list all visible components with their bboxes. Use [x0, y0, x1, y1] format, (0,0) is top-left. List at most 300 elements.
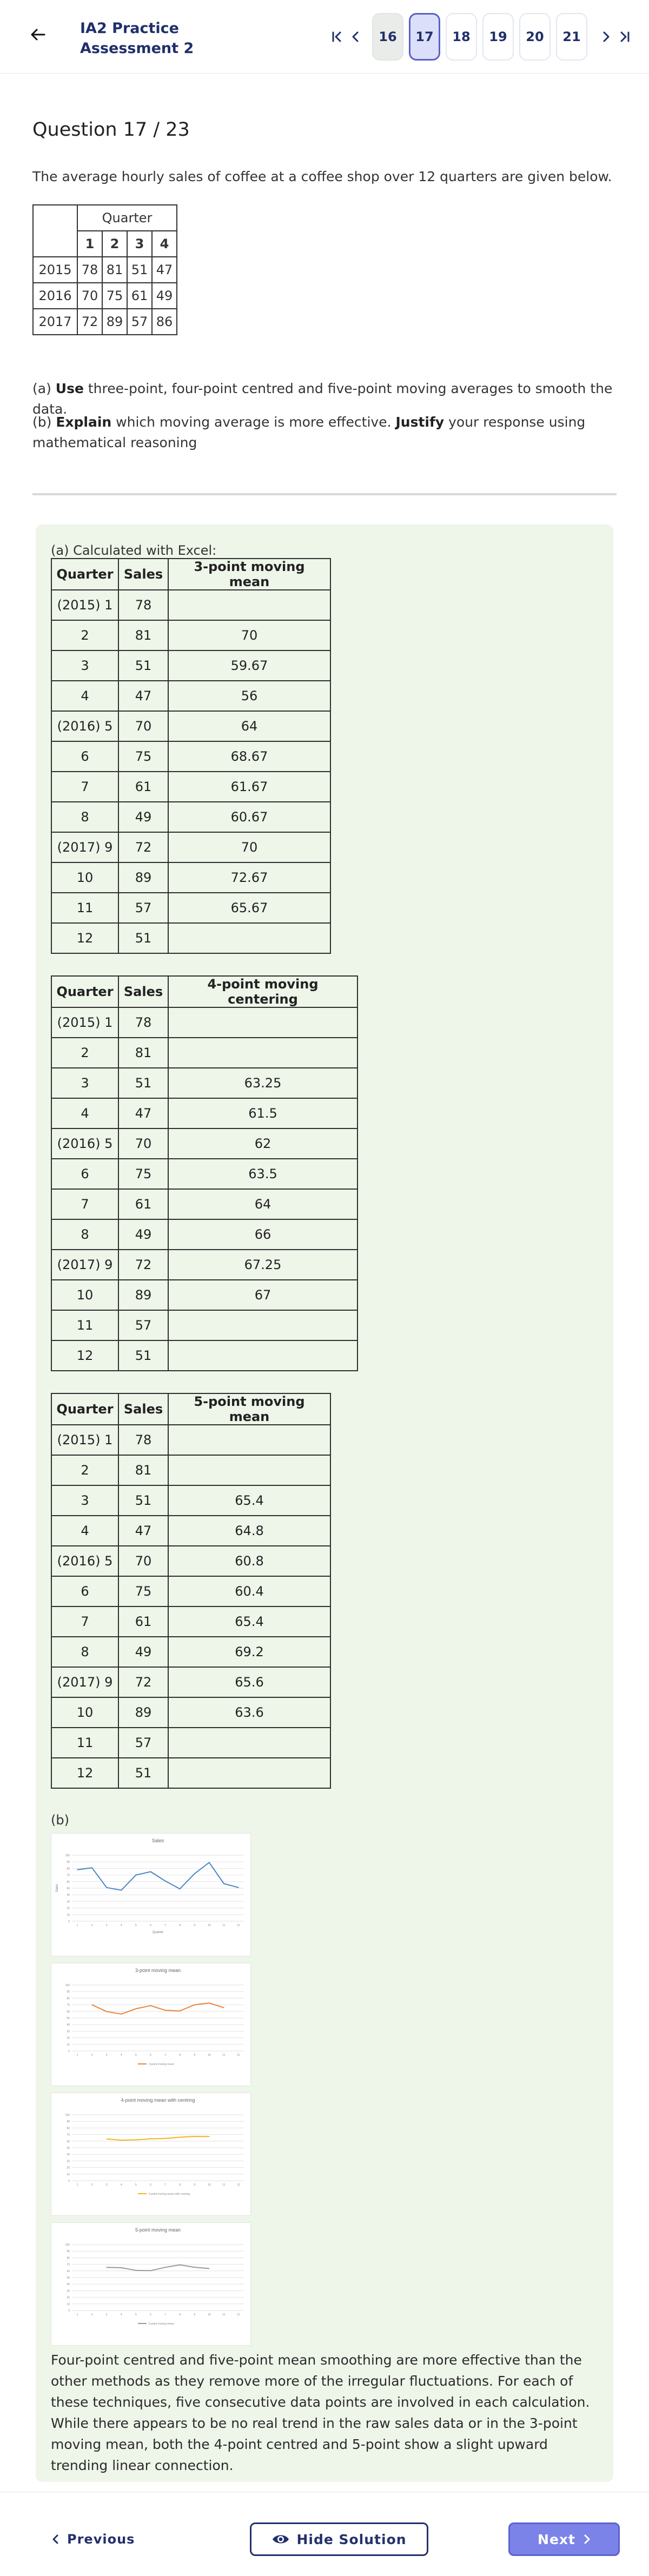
value-cell: 72 — [77, 309, 102, 335]
quarter-cell: 7 — [51, 1189, 118, 1219]
table-row — [51, 1455, 330, 1485]
quarter-cell: (2015) 1 — [51, 1007, 118, 1038]
y-tick-label: 30 — [67, 2030, 70, 2034]
data-point — [165, 1881, 166, 1882]
x-tick-label: 2 — [91, 1924, 93, 1927]
data-point — [121, 2267, 122, 2268]
data-point — [150, 2139, 151, 2140]
explanation-paragraph: While there appears to be no real trend in the raw sales data or in the 3-point moving mean, both the 4-point centred and 5-point show a slight upward trending linear connection. — [51, 2415, 578, 2473]
moving-average-cell: 67.25 — [168, 1250, 357, 1280]
table-row — [51, 1219, 357, 1250]
moving-average-cell: 64.8 — [168, 1516, 330, 1546]
x-tick-label: 2 — [91, 2313, 93, 2316]
y-tick-label: 60 — [67, 2010, 70, 2014]
y-tick-label: 100 — [65, 2243, 70, 2247]
x-tick-label: 12 — [237, 2054, 240, 2057]
data-point — [180, 1888, 181, 1889]
quarter-cell: 4 — [51, 1516, 118, 1546]
table-row — [33, 309, 177, 335]
moving-average-cell: 56 — [168, 681, 330, 711]
previous-page-button[interactable] — [346, 13, 365, 61]
x-tick-label: 1 — [76, 2054, 78, 2057]
y-tick-label: 60 — [67, 1880, 70, 1884]
x-tick-label: 1 — [76, 2183, 78, 2187]
table-row — [51, 1250, 357, 1280]
sales-cell: 61 — [118, 1606, 168, 1637]
quarter-cell: 12 — [51, 1340, 118, 1371]
sales-cell: 61 — [118, 772, 168, 802]
y-tick-label: 30 — [67, 2289, 70, 2293]
question-intro: The average hourly sales of coffee at a coffee shop over 12 quarters are given below. — [32, 169, 612, 184]
table-row — [51, 832, 330, 862]
solution-panel — [36, 525, 613, 2482]
moving-average-cell: 72.67 — [168, 862, 330, 893]
x-tick-label: 8 — [179, 2183, 181, 2187]
table-row — [51, 1098, 357, 1128]
y-tick-label: 40 — [67, 2153, 70, 2157]
x-tick-label: 1 — [76, 1924, 78, 1927]
x-tick-label: 12 — [237, 2183, 240, 2187]
data-point — [180, 2010, 181, 2011]
y-tick-label: 20 — [67, 2036, 70, 2040]
table-row — [51, 1606, 330, 1637]
moving-average-cell: 69.2 — [168, 1637, 330, 1667]
value-cell: 75 — [102, 283, 127, 309]
sales-cell: 78 — [118, 1425, 168, 1455]
sales-cell: 49 — [118, 802, 168, 832]
y-tick-label: 50 — [67, 2017, 70, 2020]
value-cell: 47 — [152, 257, 177, 283]
sales-cell: 70 — [118, 1546, 168, 1576]
table-header-row — [51, 559, 330, 590]
table-row — [51, 923, 330, 953]
moving-average-cell: 63.25 — [168, 1068, 357, 1098]
moving-average-cell — [168, 1340, 357, 1371]
arrow-left-icon — [30, 28, 45, 41]
sales-cell: 75 — [118, 1576, 168, 1606]
x-tick-label: 5 — [135, 2313, 137, 2316]
question-part-a: (a) Use three-point, four-point centred and five-point moving averages to smooth the data. — [32, 381, 613, 417]
page-button-21[interactable]: 21 — [556, 13, 587, 61]
table-row — [51, 1007, 357, 1038]
moving-average-cell — [168, 1455, 330, 1485]
table-row — [51, 1280, 357, 1310]
x-tick-label: 3 — [105, 2054, 108, 2057]
y-tick-label: 70 — [67, 2133, 70, 2137]
moving-average-cell: 65.67 — [168, 893, 330, 923]
chart-title: 4-point moving mean with centring — [121, 2097, 195, 2103]
quarter-cell: 3 — [51, 1485, 118, 1516]
y-tick-label: 40 — [67, 1894, 70, 1897]
data-point — [238, 1887, 239, 1888]
quarter-cell: (2016) 5 — [51, 1128, 118, 1159]
x-tick-label: 6 — [150, 2183, 151, 2187]
y-tick-label: 90 — [67, 1990, 70, 1994]
data-point — [106, 1887, 107, 1888]
table-row — [51, 1576, 330, 1606]
moving-average-cell — [168, 923, 330, 953]
x-tick-label: 4 — [120, 2313, 122, 2316]
quarter-cell: (2016) 5 — [51, 1546, 118, 1576]
moving-average-cell: 64 — [168, 711, 330, 741]
sales-cell: 75 — [118, 1159, 168, 1189]
series-line — [77, 1862, 239, 1890]
quarter-header: 3 — [127, 231, 152, 257]
data-point — [150, 2005, 151, 2006]
hide-solution-label: Hide Solution — [296, 2531, 407, 2547]
next-button[interactable] — [508, 2522, 620, 2556]
page-button-20[interactable]: 20 — [519, 13, 551, 61]
sales-cell: 51 — [118, 650, 168, 681]
divider — [32, 493, 617, 495]
quarter-cell: 12 — [51, 923, 118, 953]
data-point — [106, 2011, 107, 2012]
chart-title: 5-point moving mean — [135, 2227, 181, 2233]
x-tick-label: 5 — [135, 2054, 137, 2057]
x-tick-label: 9 — [194, 1924, 196, 1927]
sales-cell: 57 — [118, 1728, 168, 1758]
data-point — [194, 2136, 195, 2137]
solution-part-b-label: (b) — [51, 1813, 69, 1828]
sales-cell: 47 — [118, 1098, 168, 1128]
sales-column-header: Sales — [118, 559, 168, 590]
data-point — [165, 2267, 166, 2268]
moving-average-cell: 63.5 — [168, 1159, 357, 1189]
x-tick-label: 10 — [208, 2054, 211, 2057]
x-tick-label: 9 — [194, 2183, 196, 2187]
y-tick-label: 30 — [67, 2160, 70, 2163]
header — [0, 0, 649, 74]
sales-chart-svg — [51, 1834, 251, 1957]
corner-cell — [33, 205, 77, 257]
table-row — [51, 893, 330, 923]
year-cell: 2017 — [33, 309, 77, 335]
sales-cell: 61 — [118, 1189, 168, 1219]
x-tick-label: 3 — [105, 1924, 108, 1927]
previous-button[interactable] — [52, 2526, 135, 2553]
four-point-moving-centering-table — [51, 975, 358, 1371]
y-tick-label: 50 — [67, 2147, 70, 2150]
sales-cell: 89 — [118, 862, 168, 893]
y-tick-label: 80 — [67, 1867, 70, 1871]
quarter-cell: (2017) 9 — [51, 1250, 118, 1280]
chart-title: 3-point moving mean — [135, 1968, 181, 1973]
y-tick-label: 20 — [67, 1907, 70, 1910]
sales-cell: 51 — [118, 1485, 168, 1516]
chart-title: Sales — [151, 1838, 164, 1843]
table-row — [51, 1637, 330, 1667]
next-page-button[interactable] — [597, 13, 615, 61]
table-row — [51, 1758, 330, 1788]
sales-cell: 70 — [118, 1128, 168, 1159]
sales-cell: 89 — [118, 1280, 168, 1310]
moving-average-column-header: 5-point moving mean — [168, 1393, 330, 1425]
x-tick-label: 7 — [164, 2054, 166, 2057]
x-tick-label: 11 — [222, 1924, 226, 1927]
y-tick-label: 0 — [68, 2180, 70, 2183]
quarter-cell: 8 — [51, 1637, 118, 1667]
y-tick-label: 80 — [67, 2256, 70, 2260]
x-tick-label: 2 — [91, 2183, 93, 2187]
data-point — [209, 2003, 210, 2004]
y-tick-label: 10 — [67, 2173, 70, 2176]
legend-label: 4-point moving mean with centring — [149, 2193, 190, 2196]
value-cell: 89 — [102, 309, 127, 335]
table-row — [51, 1485, 330, 1516]
value-cell: 70 — [77, 283, 102, 309]
y-tick-label: 80 — [67, 2127, 70, 2130]
moving-average-cell — [168, 590, 330, 620]
y-tick-label: 0 — [68, 2050, 70, 2053]
y-tick-label: 70 — [67, 1874, 70, 1877]
table-row — [51, 711, 330, 741]
series-line — [107, 2265, 209, 2271]
hide-solution-button[interactable] — [250, 2522, 428, 2556]
sales-cell: 89 — [118, 1697, 168, 1728]
x-tick-label: 9 — [194, 2054, 196, 2057]
moving-average-cell: 65.4 — [168, 1606, 330, 1637]
table-row — [51, 650, 330, 681]
moving-average-column-header: 4-point moving centering — [168, 976, 357, 1007]
x-tick-label: 4 — [120, 1924, 122, 1927]
sales-cell: 78 — [118, 1007, 168, 1038]
y-tick-label: 90 — [67, 2120, 70, 2124]
data-point — [150, 1871, 151, 1873]
x-tick-label: 10 — [208, 2313, 211, 2316]
quarterly-sales-table — [32, 204, 177, 335]
x-tick-label: 12 — [237, 1924, 240, 1927]
moving-average-cell: 67 — [168, 1280, 357, 1310]
four-point-moving-mean-chart — [51, 2093, 251, 2216]
table-row — [51, 1068, 357, 1098]
value-cell: 81 — [102, 257, 127, 283]
table-row — [51, 802, 330, 832]
page-button-19[interactable]: 19 — [482, 13, 514, 61]
y-tick-label: 10 — [67, 1913, 70, 1917]
y-tick-label: 90 — [67, 2250, 70, 2254]
quarter-cell: 11 — [51, 1728, 118, 1758]
sales-cell: 81 — [118, 1455, 168, 1485]
quarter-header: 1 — [77, 231, 102, 257]
data-point — [136, 1875, 137, 1876]
data-point — [106, 2139, 107, 2140]
data-point — [91, 1867, 92, 1868]
solution-part-a-label: (a) Calculated with Excel: — [51, 543, 217, 558]
question-title: Question 17 / 23 — [32, 119, 190, 141]
x-tick-label: 1 — [76, 2313, 78, 2316]
table-header-row — [51, 976, 357, 1007]
five-point-moving-mean-table — [51, 1393, 331, 1789]
table-row — [51, 681, 330, 711]
quarter-column-header: Quarter — [51, 1393, 118, 1425]
moving-average-cell — [168, 1425, 330, 1455]
table-row — [33, 257, 177, 283]
last-page-button[interactable] — [615, 13, 634, 61]
sales-cell: 72 — [118, 1250, 168, 1280]
x-tick-label: 8 — [179, 2054, 181, 2057]
five-point-moving-mean-chart — [51, 2222, 251, 2346]
quarter-cell: (2016) 5 — [51, 711, 118, 741]
table-row — [51, 1159, 357, 1189]
quarter-cell: 3 — [51, 1068, 118, 1098]
y-axis-label: Sales — [56, 1884, 59, 1893]
sales-column-header: Sales — [118, 1393, 168, 1425]
table-row — [51, 1516, 330, 1546]
x-tick-label: 5 — [135, 1924, 137, 1927]
x-tick-label: 4 — [120, 2054, 122, 2057]
app-title: IA2 Practice Assessment 2 — [80, 20, 194, 57]
x-axis-label: Quarter — [152, 1931, 164, 1934]
y-tick-label: 0 — [68, 2309, 70, 2313]
x-tick-label: 2 — [91, 2054, 93, 2057]
quarter-cell: 7 — [51, 772, 118, 802]
quarter-cell: 2 — [51, 1455, 118, 1485]
sales-cell: 70 — [118, 711, 168, 741]
quarter-column-header: Quarter — [51, 976, 118, 1007]
quarter-cell: 6 — [51, 741, 118, 772]
y-tick-label: 10 — [67, 2302, 70, 2306]
quarter-cell: (2015) 1 — [51, 1425, 118, 1455]
quarter-column-header: Quarter — [51, 559, 118, 590]
data-point — [223, 1883, 224, 1884]
sales-cell: 81 — [118, 620, 168, 650]
value-cell: 86 — [152, 309, 177, 335]
page-button-18[interactable]: 18 — [446, 13, 477, 61]
x-tick-label: 7 — [164, 1924, 166, 1927]
sales-cell: 51 — [118, 1340, 168, 1371]
quarter-cell: 4 — [51, 1098, 118, 1128]
table-row — [51, 862, 330, 893]
y-tick-label: 20 — [67, 2166, 70, 2170]
y-tick-label: 20 — [67, 2296, 70, 2300]
table-row — [51, 1728, 330, 1758]
sales-cell: 72 — [118, 1667, 168, 1697]
value-cell: 57 — [127, 309, 152, 335]
moving-average-cell: 70 — [168, 620, 330, 650]
data-point — [165, 2010, 166, 2011]
data-point — [194, 2267, 195, 2268]
data-point — [150, 2270, 151, 2272]
x-tick-label: 7 — [164, 2183, 166, 2187]
page-button-17[interactable]: 17 — [409, 13, 440, 61]
sales-cell: 47 — [118, 681, 168, 711]
table-row — [51, 1038, 357, 1068]
page-button-16[interactable]: 16 — [372, 13, 403, 61]
moving-average-cell: 65.4 — [168, 1485, 330, 1516]
sales-cell: 57 — [118, 893, 168, 923]
quarter-cell: 2 — [51, 1038, 118, 1068]
x-tick-label: 12 — [237, 2313, 240, 2316]
moving-average-column-header: 3-point moving mean — [168, 559, 330, 590]
x-tick-label: 3 — [105, 2313, 108, 2316]
first-page-button[interactable] — [328, 13, 346, 61]
y-tick-label: 70 — [67, 2003, 70, 2007]
moving-average-cell: 62 — [168, 1128, 357, 1159]
quarter-group-header: Quarter — [77, 205, 177, 231]
data-point — [91, 2004, 92, 2006]
explanation-paragraph: Four-point centred and five-point mean smoothing are more effective than the other methods as they remove more of the irregular fluctuations. For each of these techniques, five consecutive data points are involved in each calculation. — [51, 2352, 590, 2410]
quarter-cell: 3 — [51, 650, 118, 681]
chevron-right-icon — [602, 31, 611, 43]
y-tick-label: 100 — [65, 1984, 70, 1987]
y-tick-label: 60 — [67, 2269, 70, 2273]
table-header-row — [51, 1393, 330, 1425]
data-point — [209, 2136, 210, 2137]
previous-button-label: Previous — [67, 2532, 135, 2547]
data-point — [165, 2138, 166, 2139]
x-tick-label: 11 — [222, 2054, 226, 2057]
moving-average-cell — [168, 1310, 357, 1340]
three-point-moving-mean-table — [51, 558, 331, 954]
data-point — [209, 2268, 210, 2269]
y-tick-label: 50 — [67, 1887, 70, 1890]
four-point-chart-svg — [51, 2093, 251, 2216]
table-row — [51, 1128, 357, 1159]
x-tick-label: 8 — [179, 2313, 181, 2316]
moving-average-cell — [168, 1038, 357, 1068]
moving-average-cell: 59.67 — [168, 650, 330, 681]
quarter-cell: 12 — [51, 1758, 118, 1788]
y-tick-label: 90 — [67, 1861, 70, 1864]
moving-average-cell: 64 — [168, 1189, 357, 1219]
sales-cell: 51 — [118, 1068, 168, 1098]
moving-average-cell: 61.67 — [168, 772, 330, 802]
sales-column-header: Sales — [118, 976, 168, 1007]
moving-average-cell — [168, 1728, 330, 1758]
x-tick-label: 3 — [105, 2183, 108, 2187]
y-tick-label: 30 — [67, 1900, 70, 1904]
quarter-cell: 10 — [51, 1697, 118, 1728]
table-row — [51, 1667, 330, 1697]
table-row — [51, 1340, 357, 1371]
quarter-cell: (2015) 1 — [51, 590, 118, 620]
y-tick-label: 0 — [68, 1920, 70, 1923]
table-row — [33, 283, 177, 309]
quarter-cell: 10 — [51, 1280, 118, 1310]
x-tick-label: 6 — [150, 2054, 151, 2057]
chevron-left-icon — [52, 2534, 59, 2545]
five-point-chart-svg — [51, 2223, 251, 2346]
footer — [0, 2492, 649, 2576]
sales-cell: 51 — [118, 1758, 168, 1788]
x-tick-label: 11 — [222, 2313, 226, 2316]
sales-cell: 49 — [118, 1219, 168, 1250]
table-row — [51, 741, 330, 772]
data-point — [180, 2137, 181, 2138]
quarter-cell: 4 — [51, 681, 118, 711]
value-cell: 78 — [77, 257, 102, 283]
sales-chart — [51, 1833, 251, 1956]
y-tick-label: 80 — [67, 1997, 70, 2001]
y-tick-label: 60 — [67, 2140, 70, 2143]
table-row — [51, 620, 330, 650]
table-row — [51, 1310, 357, 1340]
data-point — [209, 1862, 210, 1863]
x-tick-label: 5 — [135, 2183, 137, 2187]
data-point — [194, 2004, 195, 2006]
table-row — [51, 1546, 330, 1576]
quarter-cell: (2017) 9 — [51, 832, 118, 862]
sales-cell: 78 — [118, 590, 168, 620]
sales-cell: 51 — [118, 923, 168, 953]
data-point — [121, 1890, 122, 1891]
quarter-cell: 6 — [51, 1576, 118, 1606]
moving-average-cell: 60.67 — [168, 802, 330, 832]
back-button[interactable] — [28, 25, 48, 44]
year-cell: 2016 — [33, 283, 77, 309]
table-row — [51, 1697, 330, 1728]
y-tick-label: 100 — [65, 1854, 70, 1857]
